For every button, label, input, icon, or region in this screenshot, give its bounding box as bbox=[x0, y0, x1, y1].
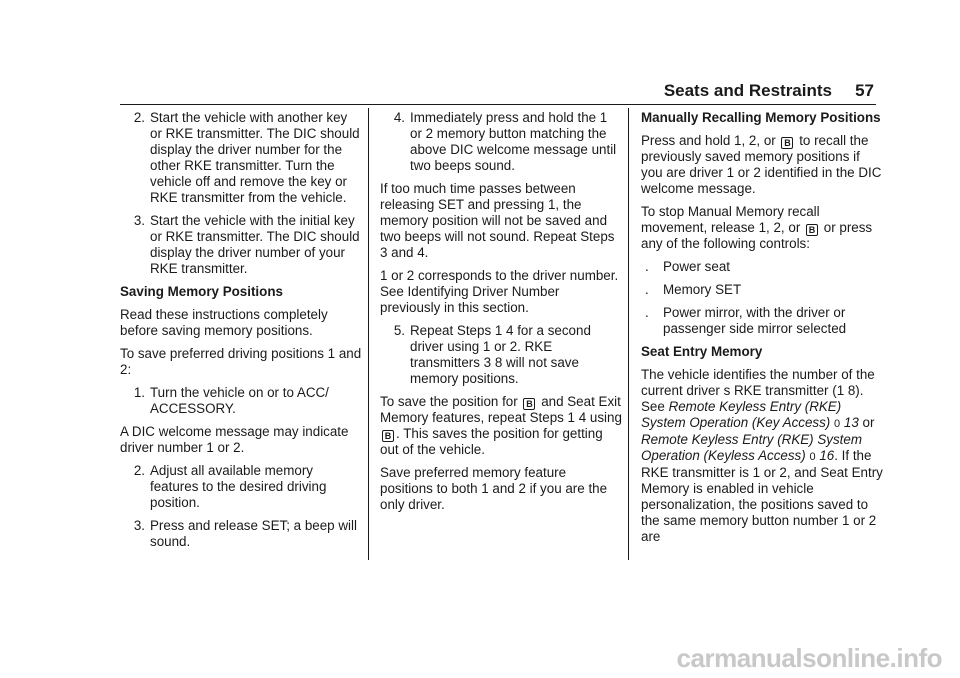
paragraph: Read these instructions completely before saving memory positions. bbox=[120, 307, 328, 338]
page-reference-icon: 0 bbox=[809, 451, 816, 463]
column-3 bbox=[641, 110, 883, 552]
sub-paragraph: If too much time passes between releasing SET and pressing 1, the memory position will not be saved and two beeps will not sound. Repeat Steps 3 and 4. bbox=[380, 181, 615, 260]
link-rke-key-access[interactable]: Remote Keyless Entry (RKE) System Operation (Key Access) bbox=[641, 399, 842, 430]
list-item: 1. Turn the vehicle on or to ACC/ ACCESSORY. bbox=[133, 385, 329, 416]
column-divider-2 bbox=[628, 108, 629, 560]
header-rule bbox=[120, 104, 876, 105]
list-item: . Power seat bbox=[641, 259, 883, 275]
bullet-symbol: . bbox=[645, 282, 649, 297]
column-divider-1 bbox=[368, 108, 369, 560]
bullet-symbol: . bbox=[645, 259, 649, 274]
list-item: 4. Immediately press and hold the 1 or 2 memory button matching the above DIC welcome message until two beeps sound. bbox=[393, 110, 617, 173]
page-reference-icon: 0 bbox=[834, 418, 841, 430]
list-item: . Power mirror, with the driver or passenger side mirror selected bbox=[641, 305, 883, 337]
paragraph-stop-recall: To stop Manual Memory recall movement, release 1, 2, or B or press any of the following controls: bbox=[641, 204, 873, 251]
memory-b-button-icon: B bbox=[806, 224, 818, 236]
paragraph-seat-entry: The vehicle identifies the number of the current driver s RKE transmitter (1 8). See Remote Keyless Entry (RKE) System Operation (Key Access) 0 13 or Remote Keyless Entry (RKE) System Operation (Keyless Access) 0 16. If the RKE transmitter is 1 or 2, and Seat Entry Memory is enabled in vehicle personalization, the positions saved to the same memory button number 1 or 2 are bbox=[641, 367, 883, 544]
header-title: Seats and Restraints bbox=[663, 81, 832, 100]
list-item: 3. Press and release SET; a beep will sound. bbox=[133, 518, 357, 549]
heading-saving-memory: Saving Memory Positions bbox=[120, 284, 283, 299]
sub-paragraph: A DIC welcome message may indicate driver number 1 or 2. bbox=[120, 424, 349, 455]
memory-b-button-icon: B bbox=[781, 137, 793, 149]
bullet-symbol: . bbox=[645, 305, 649, 320]
paragraph-press-hold: Press and hold 1, 2, or B to recall the previously saved memory positions if you are driver 1 or 2 identified in the DIC welcome message. bbox=[641, 133, 882, 196]
memory-b-button-icon: B bbox=[523, 398, 535, 410]
link-rke-keyless-access[interactable]: Remote Keyless Entry (RKE) System Operation (Keyless Access) bbox=[641, 432, 863, 463]
heading-seat-entry: Seat Entry Memory bbox=[641, 344, 763, 359]
list-item: 5. Repeat Steps 1 4 for a second driver using 1 or 2. RKE transmitters 3 8 will not save memory positions. bbox=[393, 323, 591, 386]
page-ref-16[interactable]: 16 bbox=[819, 448, 835, 463]
page-number: 57 bbox=[855, 81, 874, 100]
list-item: . Memory SET bbox=[641, 282, 883, 298]
paragraph: To save preferred driving positions 1 and 2: bbox=[120, 346, 362, 377]
heading-manual-recall: Manually Recalling Memory Positions bbox=[641, 110, 881, 125]
paragraph: Save preferred memory feature positions to both 1 and 2 if you are the only driver. bbox=[380, 465, 608, 512]
list-item: 3. Start the vehicle with the initial key or RKE transmitter. The DIC should display the driver number of your RKE transmitter. bbox=[133, 213, 360, 276]
list-item: 2. Adjust all available memory features to the desired driving position. bbox=[133, 463, 327, 510]
column-1 bbox=[120, 110, 362, 557]
sub-paragraph: 1 or 2 corresponds to the driver number. See Identifying Driver Number previously in this section. bbox=[380, 268, 619, 315]
watermark: carmanualsonline.info bbox=[676, 643, 942, 673]
list-item: 2. Start the vehicle with another key or RKE transmitter. The DIC should display the driver number for the other RKE transmitter. Turn the vehicle off and remove the key or RKE transmitter from the vehicle. bbox=[133, 110, 360, 205]
page-ref-13[interactable]: 13 bbox=[843, 415, 859, 430]
paragraph-seat-exit: To save the position for B and Seat Exit Memory features, repeat Steps 1 4 using B . This saves the position for getting out of the vehicle. bbox=[380, 394, 622, 457]
memory-b-button-icon: B bbox=[382, 430, 394, 442]
column-2 bbox=[380, 110, 622, 520]
